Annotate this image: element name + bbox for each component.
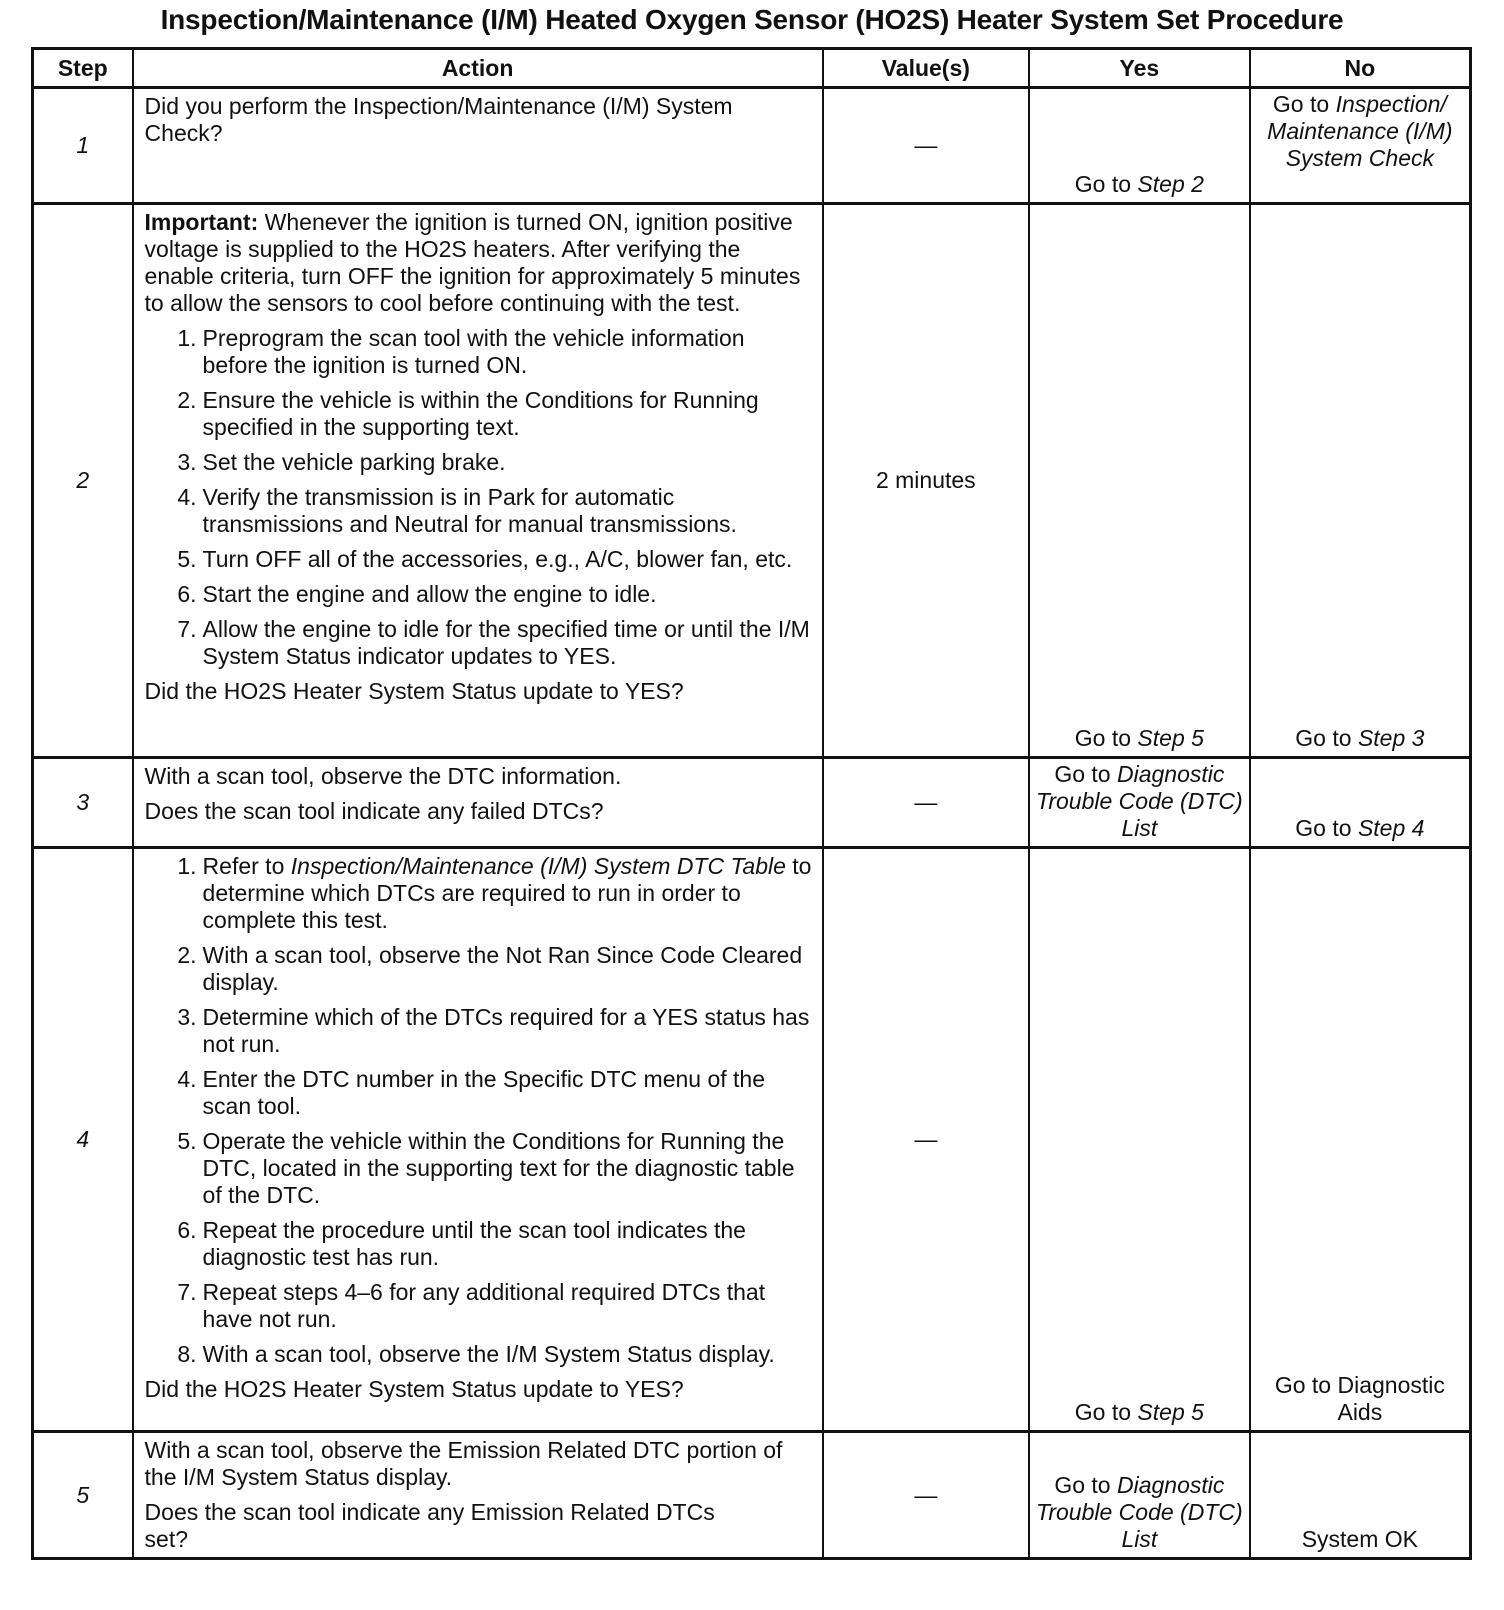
list-item [145,1066,812,1120]
step-list [145,325,812,670]
yes-cell[interactable] [1029,88,1250,204]
list-item-number: 8. [177,1341,197,1367]
list-item [145,942,812,996]
list-item-number: 5. [177,546,197,572]
list-item-text: With a scan tool, observe the I/M System Status display. [202,1341,775,1367]
column-header-yes: Yes [1029,49,1250,88]
action-cell [133,1432,823,1559]
action-question: Did the HO2S Heater System Status update to YES? [144,1376,684,1402]
yes-cell[interactable] [1029,758,1250,848]
column-header-no: No [1250,49,1471,88]
step-number: 3 [33,758,133,848]
yes-link[interactable]: Step 5 [1137,1399,1204,1425]
list-item-number: 1. [177,853,197,879]
no-cell[interactable] [1250,88,1471,204]
list-item-text [203,853,812,933]
step-number: 1 [33,88,133,204]
table-row [33,88,1471,204]
list-item-number: 3. [177,449,197,475]
list-item [145,853,812,934]
no-link[interactable]: Step 3 [1357,725,1425,751]
action-cell [133,88,823,204]
no-cell[interactable] [1250,758,1471,848]
page-title: Inspection/Maintenance (I/M) Heated Oxygen Sensor (HO2S) Heater System Set Procedure [160,4,1344,35]
no-cell[interactable] [1250,848,1471,1432]
important-label: Important: [144,209,259,235]
yes-prefix: Go to [1074,725,1138,751]
step-list [145,853,812,1368]
action-cell [133,204,823,758]
procedure-table [31,47,1472,1560]
yes-cell[interactable] [1029,204,1250,758]
no-link[interactable]: Step 4 [1357,815,1425,841]
list-item-number: 1. [177,325,197,351]
list-item-number: 6. [177,1217,197,1243]
action-question: Does the scan tool indicate any Emission Related DTCs set? [144,1499,715,1552]
action-instruction: With a scan tool, observe the DTC information. [144,763,622,789]
list-item-number: 4. [177,1066,197,1092]
list-item [145,546,812,573]
reference-link[interactable]: Inspection/Maintenance (I/M) System DTC Table [290,853,786,879]
yes-prefix: Go to [1054,761,1117,787]
list-item-number: 7. [177,616,197,642]
list-item-text: Allow the engine to idle for the specified time or until the I/M System Status indicator updates to YES. [202,616,810,669]
action-question: Did the HO2S Heater System Status update to YES? [144,678,684,704]
yes-cell[interactable] [1029,848,1250,1432]
table-row [33,848,1471,1432]
list-item-number: 3. [177,1004,197,1030]
list-item [145,1217,812,1271]
list-item-text: Repeat the procedure until the scan tool indicates the diagnostic test has run. [202,1217,746,1270]
step-number: 4 [33,848,133,1432]
action-instruction: With a scan tool, observe the Emission Related DTC portion of the I/M System Status display. [144,1437,783,1490]
table-row [33,758,1471,848]
list-item-number: 6. [177,581,197,607]
list-item [145,616,812,670]
important-text: Whenever the ignition is turned ON, ignition positive voltage is supplied to the HO2S heaters. After verifying the enable criteria, turn OFF the ignition for approximately 5 minutes to allow the sensors to cool before continuing with the test. [144,209,801,316]
value-cell: — [823,758,1029,848]
list-item-text: Determine which of the DTCs required for a YES status has not run. [202,1004,810,1057]
list-item [145,449,812,476]
list-item-text: With a scan tool, observe the Not Ran Since Code Cleared display. [202,942,803,995]
list-item [145,387,812,441]
action-cell [133,848,823,1432]
no-cell[interactable] [1250,1432,1471,1559]
yes-link[interactable]: Diagnostic Trouble Code (DTC) List [1036,1472,1243,1552]
list-item-number: 5. [177,1128,197,1154]
yes-prefix: Go to [1054,1472,1117,1498]
list-item-number: 7. [177,1279,197,1305]
table-row [33,204,1471,758]
table-row [33,1432,1471,1559]
column-header-step: Step [33,49,133,88]
step-number: 2 [33,204,133,758]
action-question: Did you perform the Inspection/Maintenance (I/M) System Check? [144,93,733,146]
no-prefix: Go to [1272,91,1336,117]
value-cell: — [823,848,1029,1432]
value-cell: — [823,1432,1029,1559]
list-item-number: 2. [177,942,197,968]
list-item [145,325,812,379]
list-item-number: 4. [177,484,197,510]
list-item-text: Start the engine and allow the engine to idle. [202,581,657,607]
list-item-text: Set the vehicle parking brake. [202,449,506,475]
no-link[interactable]: Go to Diagnostic Aids [1274,1372,1445,1425]
no-link[interactable]: Inspection/ Maintenance (I/M) System Check [1267,91,1453,171]
list-item [145,1004,812,1058]
list-item [145,581,812,608]
column-header-values: Value(s) [823,49,1029,88]
action-question: Does the scan tool indicate any failed DTCs? [144,798,604,824]
step-number: 5 [33,1432,133,1559]
no-cell[interactable] [1250,204,1471,758]
list-item-text: Repeat steps 4–6 for any additional required DTCs that have not run. [202,1279,766,1332]
no-prefix: Go to [1295,725,1358,751]
yes-link[interactable]: Step 5 [1137,725,1204,751]
value-cell: — [823,88,1029,204]
list-item-text: Turn OFF all of the accessories, e.g., A/C, blower fan, etc. [202,546,793,572]
list-item [145,484,812,538]
list-item [145,1341,812,1368]
list-item-suffix: to determine which DTCs are required to run in order to complete this test. [202,853,812,933]
list-item-text: Ensure the vehicle is within the Conditions for Running specified in the supporting text. [202,387,759,440]
yes-link[interactable]: Step 2 [1137,171,1204,197]
yes-prefix: Go to [1074,171,1138,197]
list-item [145,1128,812,1209]
action-cell [133,758,823,848]
list-item-text: Preprogram the scan tool with the vehicle information before the ignition is turned ON. [202,325,745,378]
no-link[interactable]: System OK [1301,1526,1419,1552]
list-item-text: Verify the transmission is in Park for automatic transmissions and Neutral for manual transmissions. [202,484,737,537]
no-prefix: Go to [1295,815,1358,841]
table-header-row [33,49,1471,88]
value-cell: 2 minutes [823,204,1029,758]
column-header-action: Action [133,49,823,88]
list-item-text: Operate the vehicle within the Conditions for Running the DTC, located in the supporting text for the diagnostic table of the DTC. [202,1128,795,1208]
yes-link[interactable]: Diagnostic Trouble Code (DTC) List [1036,761,1243,841]
yes-cell[interactable] [1029,1432,1250,1559]
list-item-prefix: Refer to [202,853,291,879]
list-item-text: Enter the DTC number in the Specific DTC menu of the scan tool. [202,1066,766,1119]
yes-prefix: Go to [1074,1399,1138,1425]
list-item-number: 2. [177,387,197,413]
list-item [145,1279,812,1333]
important-note [145,209,812,317]
